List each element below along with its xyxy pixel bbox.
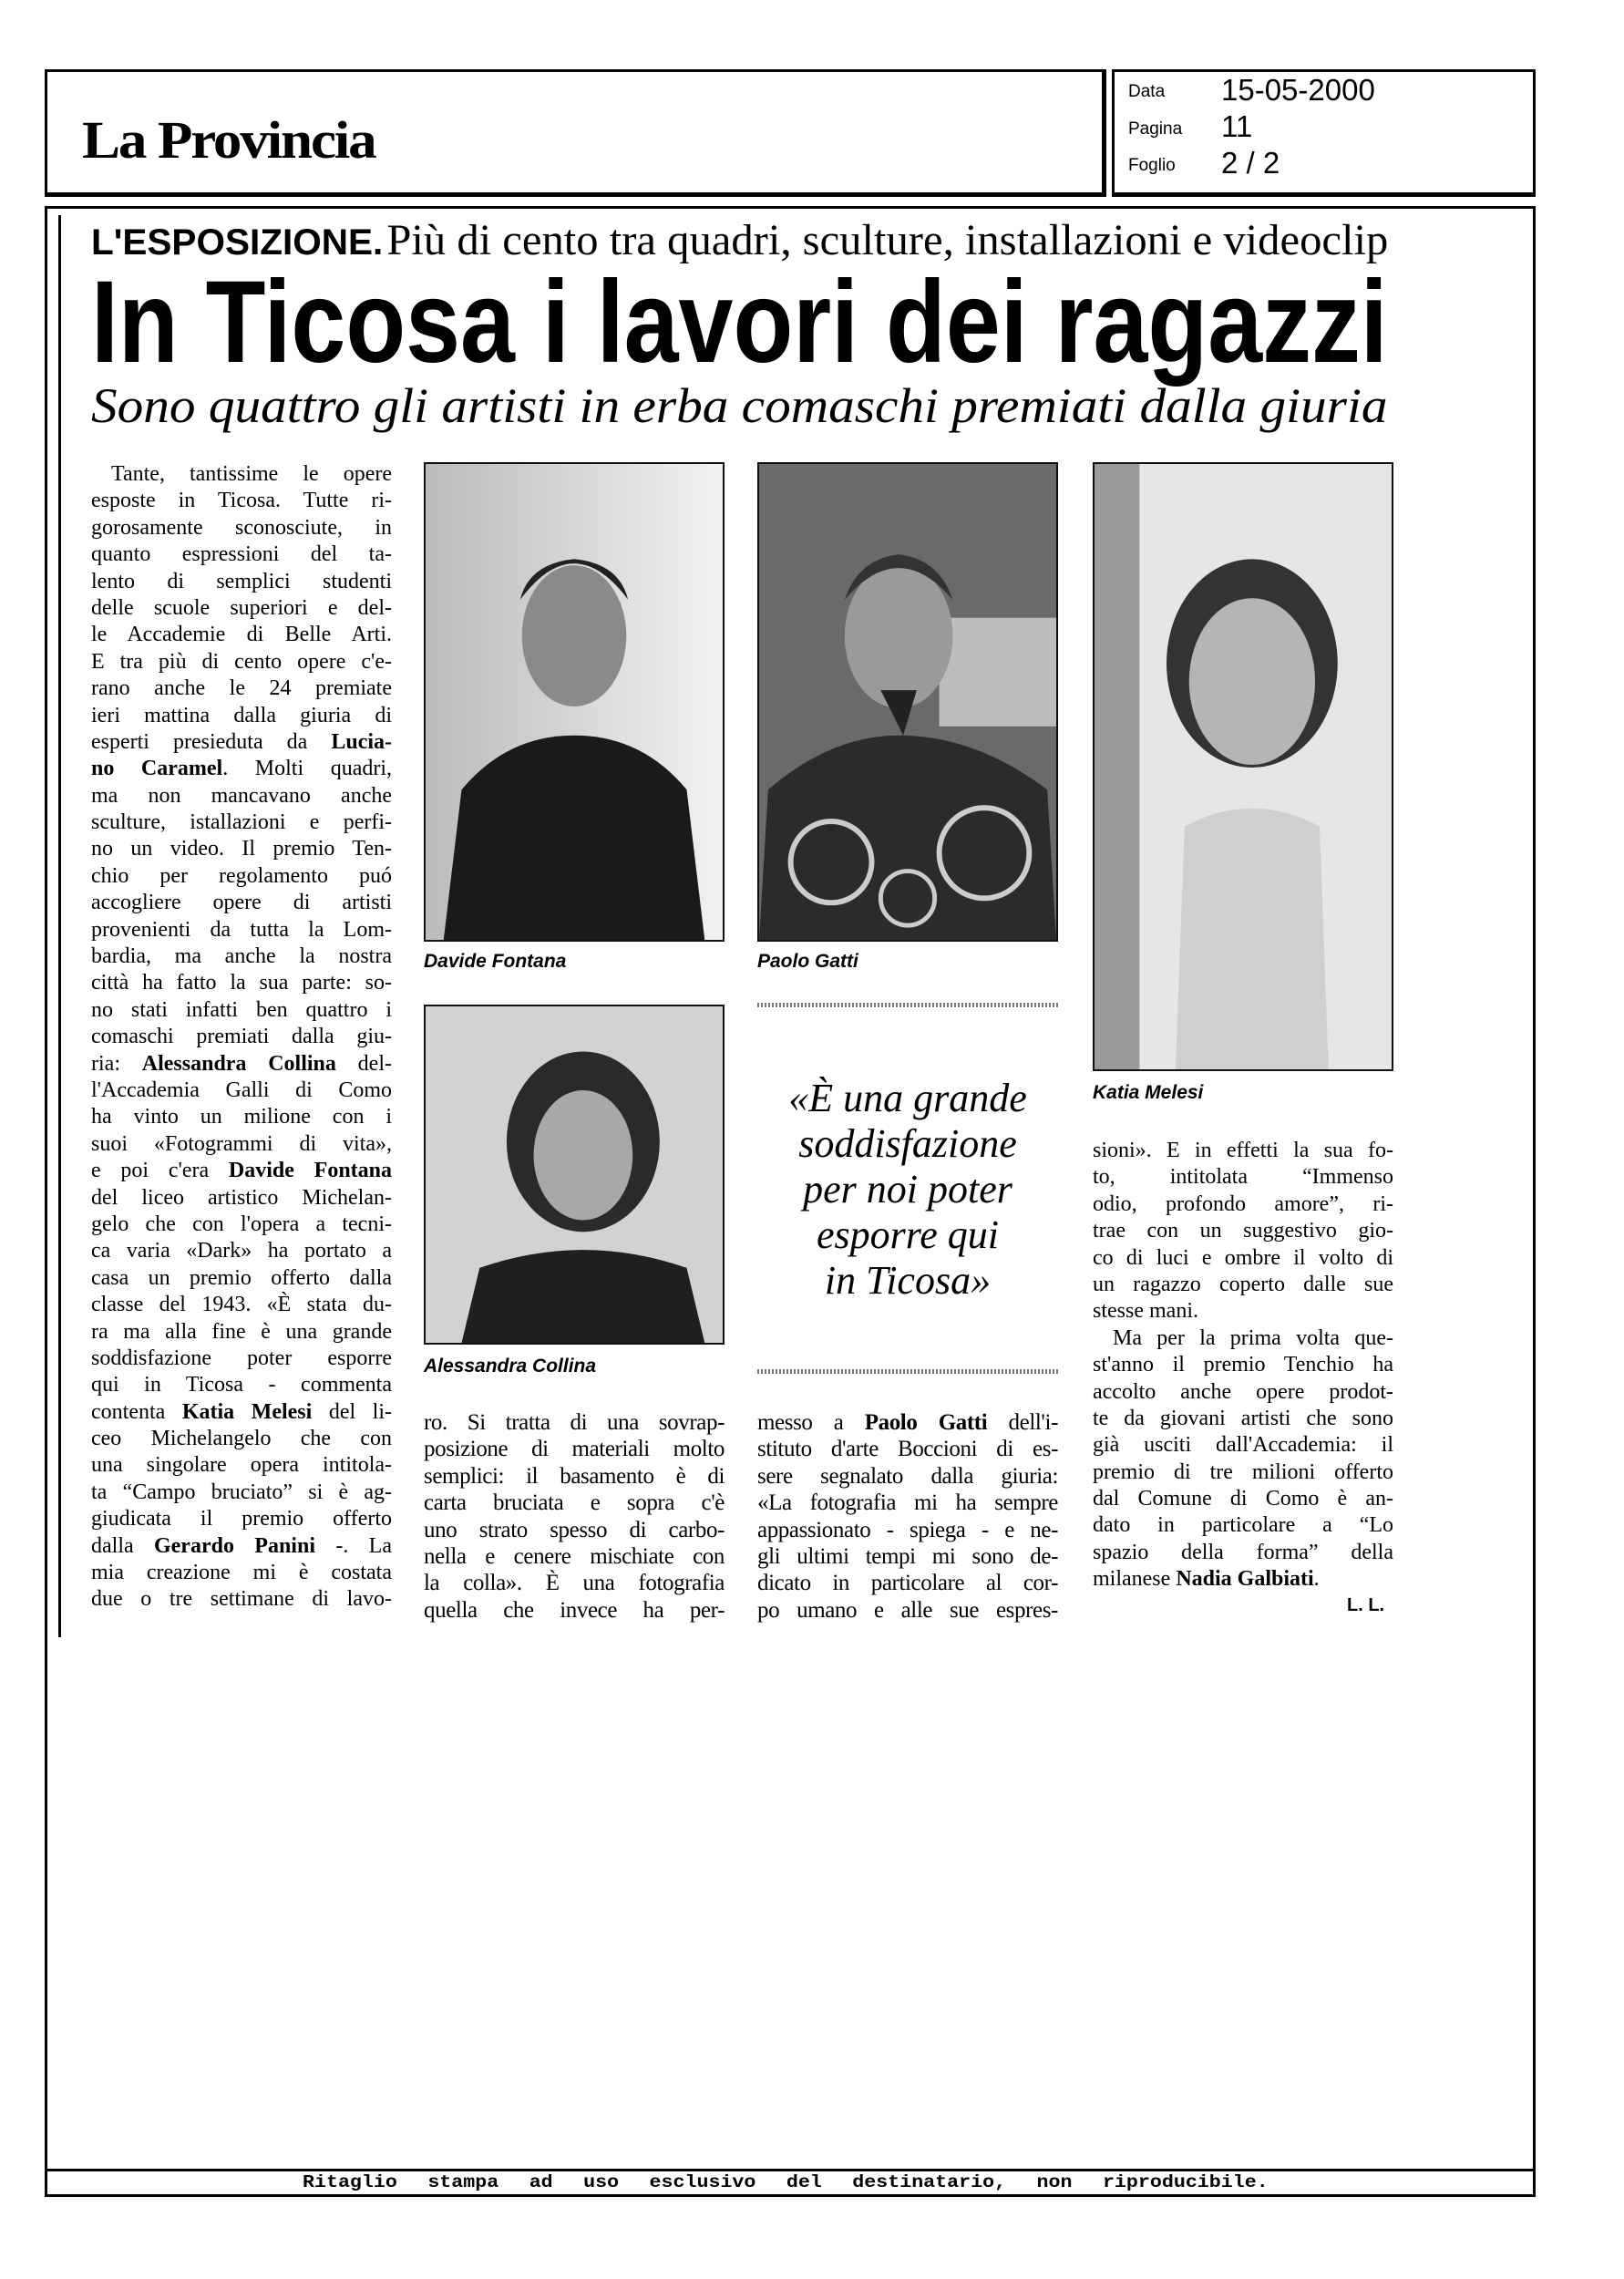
text-line (91, 515, 392, 541)
text-run: po umano e alle sue espres- (757, 1597, 1058, 1623)
author-signature: L. L. (1347, 1595, 1385, 1615)
text-run: milanese (1093, 1567, 1177, 1592)
text-line (91, 1104, 392, 1130)
text-run: odio, profondo amore”, ri- (1093, 1191, 1393, 1216)
text-run: ra ma alla fine è una grande (91, 1319, 392, 1344)
text-line (1093, 1191, 1393, 1218)
text-line (1093, 1218, 1393, 1244)
caption-alessandra-collina: Alessandra Collina (424, 1356, 597, 1377)
text-line (91, 1051, 392, 1078)
text-run: dato in particolare a “Lo (1093, 1513, 1393, 1538)
text-line (91, 622, 392, 648)
text-run: spazio della forma” della (1093, 1540, 1393, 1564)
publication-logo: La Provincia (82, 110, 375, 170)
text-line (1093, 1512, 1393, 1539)
text-line (1093, 1379, 1393, 1406)
text-line (1093, 1352, 1393, 1378)
text-line (757, 1409, 1058, 1436)
text-line (91, 1319, 392, 1346)
text-run: gli ultimi tempi mi sono de- (757, 1543, 1058, 1569)
text-line (1093, 1566, 1393, 1593)
text-run: qui in Ticosa - commenta (91, 1373, 392, 1397)
text-line (1093, 1272, 1393, 1298)
text-run: chio per regolamento puó (91, 863, 392, 888)
meta-value-page: 11 (1221, 109, 1253, 143)
meta-label-page: Pagina (1128, 119, 1183, 139)
text-line (91, 703, 392, 729)
text-line (91, 997, 392, 1024)
text-run: te da giovani artisti che sono (1093, 1406, 1393, 1430)
text-run: Tante, tantissime le opere (111, 462, 392, 486)
text-line (91, 783, 392, 810)
pullquote-rule-top (757, 1003, 1058, 1007)
bold-name: Lucia- (331, 729, 392, 754)
caption-davide-fontana: Davide Fontana (424, 951, 567, 972)
text-run: semplici: il basamento è di (424, 1463, 725, 1489)
text-line (91, 1506, 392, 1532)
caption-katia-melesi: Katia Melesi (1093, 1082, 1204, 1103)
text-line (1093, 1432, 1393, 1459)
text-line (91, 1024, 392, 1050)
text-line (1093, 1540, 1393, 1566)
text-line (91, 1533, 392, 1560)
photo-katia-melesi (1093, 462, 1393, 1071)
text-run: dicato in particolare al cor- (757, 1571, 1058, 1596)
body-column-1 (91, 461, 392, 1614)
text-run: st'anno il premio Tenchio ha (1093, 1353, 1393, 1377)
text-run: accolto anche opere prodot- (1093, 1379, 1393, 1404)
text-line (91, 1452, 392, 1479)
pullquote-line: in Ticosa» (824, 1258, 992, 1303)
text-line (91, 1158, 392, 1184)
caption-paolo-gatti: Paolo Gatti (757, 951, 858, 972)
photo-paolo-gatti (757, 462, 1058, 942)
text-run: un ragazzo coperto dalle sue (1093, 1272, 1393, 1296)
text-run: ro. Si tratta di una sovrap- (424, 1410, 725, 1435)
text-run: to, intitolata “Immenso (1093, 1165, 1393, 1190)
text-run: l'Accademia Galli di Como (91, 1078, 392, 1102)
text-run: gorosamente sconosciute, in (91, 515, 392, 540)
text-run: ca varia «Dark» ha portato a (91, 1239, 392, 1263)
text-line (1093, 1245, 1393, 1272)
text-run: . Molti quadri, (222, 757, 392, 781)
kicker-label: L'ESPOSIZIONE. (91, 222, 384, 263)
text-line (91, 1265, 392, 1292)
text-run: premio di tre milioni offerto (1093, 1459, 1393, 1484)
text-line (424, 1597, 725, 1624)
text-run: sculture, istallazioni e perfi- (91, 810, 392, 835)
pullquote-line: per noi poter (803, 1167, 1012, 1212)
text-run: dal Comune di Como è an- (1093, 1487, 1393, 1511)
text-run: carta bruciata e sopra c'è (424, 1490, 725, 1516)
text-line (91, 890, 392, 916)
bold-name: Paolo Gatti (864, 1410, 988, 1435)
text-line (1093, 1406, 1393, 1432)
text-run: ria: (91, 1051, 142, 1076)
text-run: sere segnalato dalla giuria: (757, 1463, 1058, 1489)
bold-name: Alessandra Collina (141, 1051, 336, 1076)
text-line (424, 1436, 725, 1462)
text-line (91, 1292, 392, 1318)
text-line (91, 675, 392, 702)
text-line (91, 756, 392, 782)
text-run: ha vinto un milione con i (91, 1105, 392, 1129)
text-line (91, 649, 392, 675)
text-line (91, 810, 392, 836)
text-line (91, 1238, 392, 1264)
meta-value-sheet: 2 / 2 (1221, 146, 1280, 180)
photo-alessandra-collina (424, 1005, 725, 1345)
text-line (424, 1490, 725, 1516)
meta-label-date: Data (1128, 82, 1166, 101)
text-line (91, 944, 392, 970)
text-run: ceo Michelangelo che con (91, 1427, 392, 1451)
text-run: suoi «Fotogrammi di vita», (91, 1131, 392, 1156)
pullquote-line: esporre qui (816, 1212, 1000, 1257)
text-line (1093, 1459, 1393, 1486)
text-run: nella e cenere mischiate con (424, 1543, 725, 1569)
text-line (757, 1517, 1058, 1543)
text-line (424, 1463, 725, 1490)
text-line (91, 917, 392, 944)
text-run: città ha fatto la sua parte: so- (91, 971, 392, 995)
text-line (757, 1597, 1058, 1624)
text-run: giudicata il premio offerto (91, 1507, 392, 1531)
text-run: co di luci e ombre il volto di (1093, 1245, 1393, 1270)
text-run: casa un premio offerto dalla (91, 1265, 392, 1290)
text-run: accogliere opere di artisti (91, 891, 392, 915)
pullquote (757, 1076, 1058, 1304)
text-line (757, 1436, 1058, 1462)
pullquote-line: soddisfazione (798, 1121, 1017, 1166)
text-line (91, 595, 392, 622)
text-line (757, 1570, 1058, 1596)
text-run: uno strato spesso di carbo- (424, 1517, 725, 1542)
text-run: delle scuole superiori e del- (91, 595, 392, 620)
text-run: quanto espressioni del ta- (91, 542, 392, 567)
text-run: contenta (91, 1399, 182, 1424)
text-line (757, 1490, 1058, 1516)
kicker-text: Più di cento tra quadri, sculture, installazioni e videoclip (386, 216, 1389, 264)
text-line (1093, 1325, 1393, 1352)
text-run: ieri mattina dalla giuria di (91, 703, 392, 727)
text-run: ma non mancavano anche (91, 783, 392, 808)
text-run: già usciti dall'Accademia: il (1093, 1433, 1393, 1458)
text-run: mia creazione mi è costata (91, 1561, 392, 1585)
text-line (91, 1372, 392, 1398)
text-run: quella che invece ha per- (424, 1597, 725, 1623)
text-line (91, 461, 392, 488)
meta-value-date: 15-05-2000 (1221, 73, 1375, 107)
text-line (424, 1409, 725, 1436)
text-line (1093, 1164, 1393, 1191)
text-line (424, 1543, 725, 1570)
text-line (91, 970, 392, 996)
text-run: trae con un suggestivo gio- (1093, 1219, 1393, 1243)
text-run: soddisfazione poter esporre (91, 1346, 392, 1370)
text-run: stesse mani. (1093, 1299, 1198, 1324)
text-line (424, 1517, 725, 1543)
subhead: Sono quattro gli artisti in erba comaschi premiati dalla giuria (91, 378, 1388, 433)
text-run: lento di semplici studenti (91, 569, 392, 593)
text-run: rano anche le 24 premiate (91, 676, 392, 701)
text-line (757, 1543, 1058, 1570)
body-column-3 (757, 1409, 1058, 1624)
text-line (91, 1131, 392, 1158)
meta-label-sheet: Foglio (1128, 156, 1176, 175)
text-line (91, 836, 392, 862)
text-run: la colla». È una fotografia (424, 1571, 725, 1596)
footer-notice: Ritaglio stampa ad uso esclusivo del destinatario, non riproducibile. (303, 2172, 1269, 2192)
text-run: stituto d'arte Boccioni di es- (757, 1437, 1058, 1462)
text-run: no un video. Il premio Ten- (91, 837, 392, 861)
text-line (91, 569, 392, 595)
text-run: sioni». E in effetti la sua fo- (1093, 1139, 1393, 1162)
text-run: posizione di materiali molto (424, 1437, 725, 1462)
text-line (91, 1426, 392, 1452)
text-run: ta “Campo bruciato” si è ag- (91, 1480, 392, 1504)
text-run: dell'i- (987, 1410, 1058, 1435)
text-line (91, 1185, 392, 1212)
text-run: E tra più di cento opere c'e- (91, 649, 392, 674)
text-line (91, 1480, 392, 1506)
text-line (91, 1346, 392, 1372)
text-run: comaschi premiati dalla giu- (91, 1025, 392, 1049)
text-line (91, 488, 392, 514)
text-run: una singolare opera intitola- (91, 1453, 392, 1478)
text-run: gelo che con l'opera a tecni- (91, 1212, 392, 1236)
text-line (757, 1463, 1058, 1490)
photo-davide-fontana (424, 462, 725, 942)
text-line (91, 729, 392, 756)
text-run: del- (335, 1051, 392, 1076)
text-run: appassionato - spiega - e ne- (757, 1517, 1058, 1542)
headline: In Ticosa i lavori dei ragazzi (91, 257, 1388, 387)
bold-name: Davide Fontana (228, 1159, 392, 1183)
pullquote-rule-bottom (757, 1369, 1058, 1374)
text-run: esposte in Ticosa. Tutte ri- (91, 489, 392, 513)
body-column-4 (1093, 1138, 1393, 1593)
bold-name: Gerardo Panini (153, 1533, 315, 1558)
text-line (91, 1212, 392, 1238)
text-run: del liceo artistico Michelan- (91, 1185, 392, 1210)
text-line (91, 541, 392, 568)
text-run: no stati infatti ben quattro i (91, 997, 392, 1022)
text-run: e poi c'era (91, 1159, 229, 1183)
bold-name: no Caramel (91, 757, 223, 781)
text-run: «La fotografia mi ha sempre (757, 1490, 1058, 1516)
left-rule (58, 215, 61, 1637)
text-line (1093, 1138, 1393, 1164)
text-run: le Accademie di Belle Arti. (91, 623, 392, 647)
text-line (91, 1399, 392, 1426)
text-run: messo a (757, 1410, 865, 1435)
text-line (91, 1078, 392, 1104)
text-run: bardia, ma anche la nostra (91, 944, 392, 969)
text-run: -. La (315, 1533, 392, 1558)
text-run: Ma per la prima volta que- (1113, 1325, 1393, 1350)
body-column-2 (424, 1409, 725, 1624)
text-run: dalla (91, 1533, 154, 1558)
bold-name: Nadia Galbiati (1176, 1567, 1314, 1592)
text-line (1093, 1298, 1393, 1325)
text-run: . (1313, 1567, 1320, 1592)
bold-name: Katia Melesi (181, 1399, 313, 1424)
text-run: esperti presieduta da (91, 729, 332, 754)
text-line (91, 1586, 392, 1613)
text-line (1093, 1486, 1393, 1512)
text-run: classe del 1943. «È stata du- (91, 1293, 392, 1317)
text-run: provenienti da tutta la Lom- (91, 917, 392, 942)
text-run: due o tre settimane di lavo- (91, 1587, 392, 1612)
text-line (91, 1560, 392, 1586)
text-line (424, 1570, 725, 1596)
text-line (91, 863, 392, 890)
text-run: del li- (312, 1399, 392, 1424)
pullquote-line: «È una grande (788, 1076, 1027, 1120)
footer-divider (45, 2169, 1536, 2171)
